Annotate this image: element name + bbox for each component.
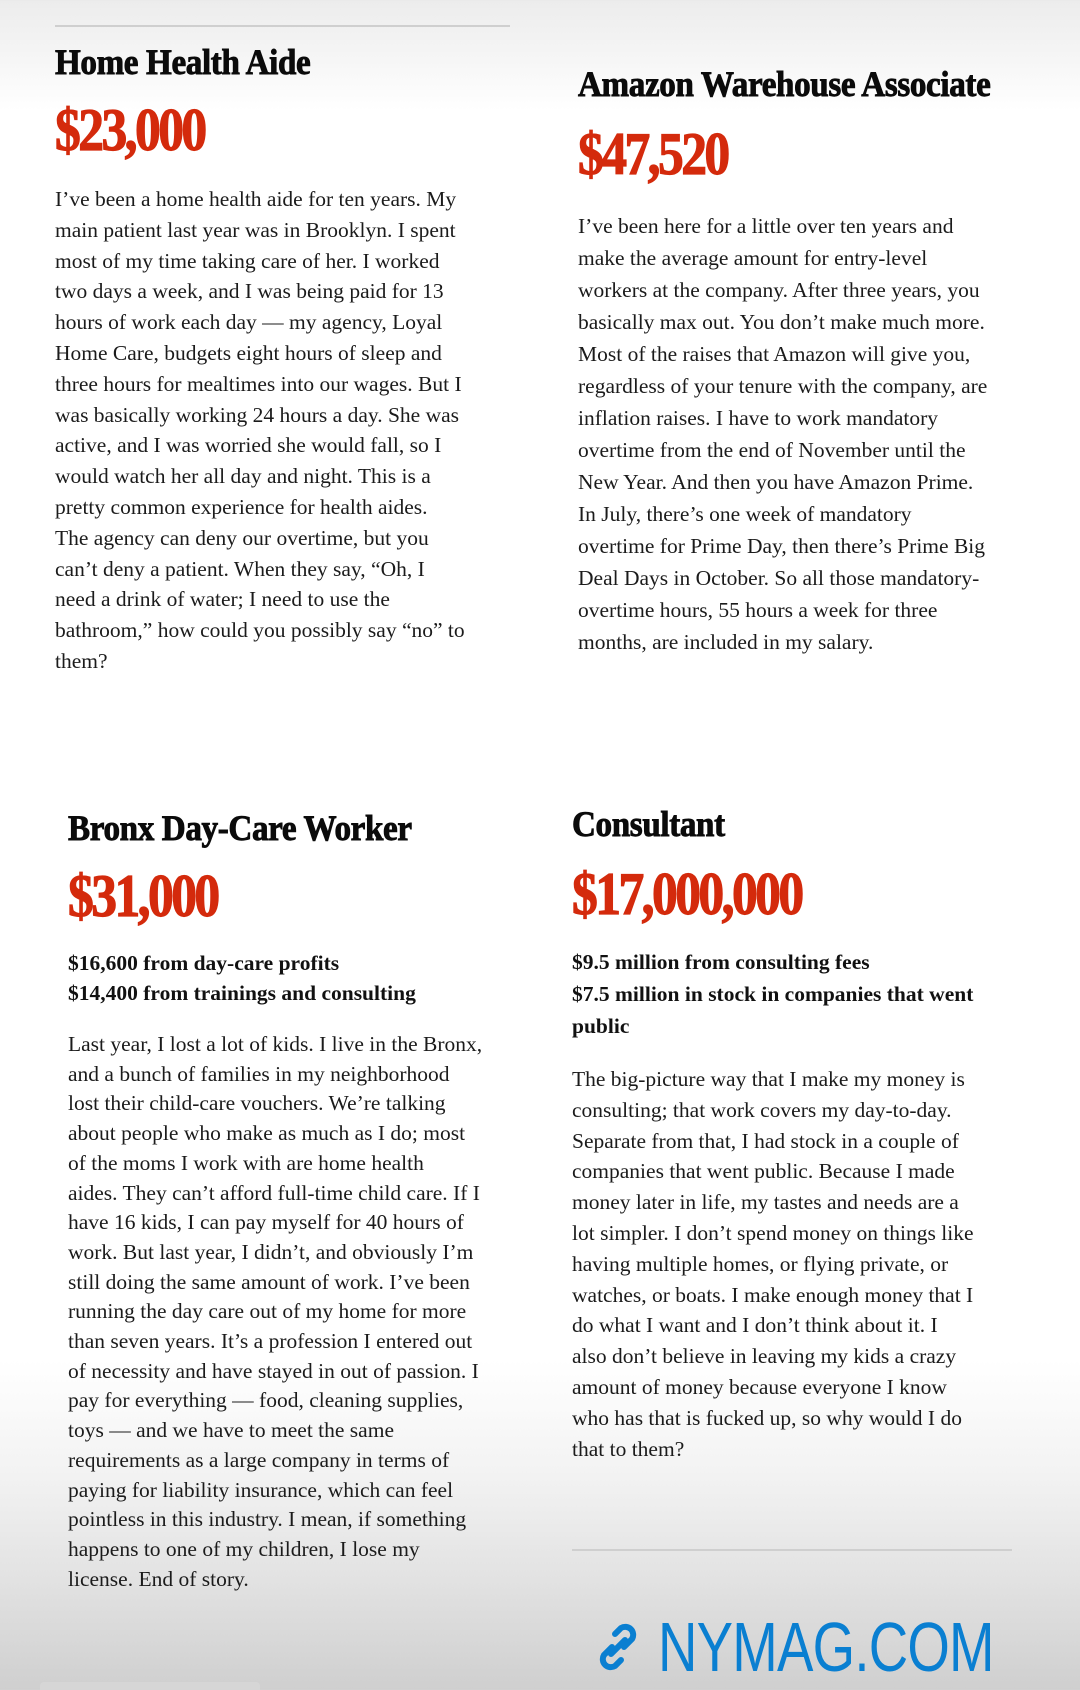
- body-line: happens to one of my children, I lose my: [68, 1536, 420, 1561]
- income-breakdown: [68, 948, 518, 1008]
- body-line: active, and I was worried she would fall, so I: [55, 433, 442, 458]
- income-breakdown: [572, 946, 1012, 1042]
- salary-amount: $23,000: [55, 97, 205, 163]
- body-line: work. But last year, I didn’t, and obviously I’m: [68, 1239, 474, 1264]
- body-line: toys — and we have to meet the same: [68, 1418, 394, 1443]
- body-line: lost their child-care vouchers. We’re talking: [68, 1091, 446, 1116]
- link-icon: [590, 1619, 646, 1675]
- body-line: running the day care out of my home for more: [68, 1299, 467, 1324]
- body-line: companies that went public. Because I made: [572, 1159, 955, 1184]
- top-divider: [55, 25, 510, 27]
- salary-amount: $17,000,000: [572, 861, 802, 927]
- body-line: who has that is fucked up, so why would I do: [572, 1405, 962, 1430]
- body-line: The agency can deny our overtime, but you: [55, 525, 429, 550]
- body-line: Last year, I lost a lot of kids. I live in the Bronx,: [68, 1032, 483, 1056]
- body-line: inflation raises. I have to work mandatory: [578, 406, 939, 430]
- card-home-health-aide: [55, 42, 525, 677]
- card-title: Amazon Warehouse Associate: [578, 64, 991, 104]
- card-title: Home Health Aide: [55, 42, 311, 82]
- breakdown-item: $9.5 million from consulting fees: [572, 950, 870, 974]
- body-line: hours of work each day — my agency, Loyal: [55, 310, 443, 335]
- body-line: paying for liability insurance, which can feel: [68, 1477, 454, 1502]
- card-amazon-warehouse-associate: [578, 64, 1058, 658]
- body-line: do what I want and I don’t think about it. I: [572, 1313, 938, 1338]
- body-line: months, are included in my salary.: [578, 630, 874, 654]
- card-body: [55, 184, 525, 677]
- body-line: about people who make as much as I do; most: [68, 1121, 466, 1146]
- breakdown-item: $14,400 from trainings and consulting: [68, 981, 416, 1005]
- body-line: In July, there’s one week of mandatory: [578, 502, 912, 526]
- body-line: was basically working 24 hours a day. She was: [55, 402, 460, 427]
- body-line: I’ve been here for a little over ten years and: [578, 214, 954, 238]
- body-line: overtime from the end of November until the: [578, 438, 966, 462]
- card-body: [572, 1064, 1032, 1464]
- body-line: lot simpler. I don’t spend money on things like: [572, 1220, 974, 1245]
- body-line: make the average amount for entry-level: [578, 246, 928, 270]
- body-line: watches, or boats. I make enough money that I: [572, 1282, 974, 1307]
- source-label: NYMAG.COM: [658, 1608, 994, 1686]
- body-line: I’ve been a home health aide for ten years. My: [55, 187, 457, 211]
- salary-amount: $47,520: [578, 121, 728, 187]
- body-line: than seven years. It’s a profession I entered out: [68, 1329, 473, 1354]
- body-line: overtime for Prime Day, then there’s Prime Big: [578, 534, 986, 558]
- body-line: amount of money because everyone I know: [572, 1374, 947, 1399]
- body-line: Most of the raises that Amazon will give you,: [578, 342, 971, 366]
- card-body: [68, 1030, 518, 1594]
- body-line: money later in life, my tastes and needs are a: [572, 1190, 959, 1215]
- body-line: overtime hours, 55 hours a week for three: [578, 598, 938, 622]
- card-consultant: [572, 804, 1032, 1464]
- card-title: Consultant: [572, 804, 725, 844]
- body-line: consulting; that work covers my day-to-day.: [572, 1097, 952, 1122]
- body-line: Separate from that, I had stock in a couple of: [572, 1128, 959, 1153]
- body-line: two days a week, and I was being paid for 13: [55, 279, 444, 304]
- body-line: main patient last year was in Brooklyn. I spent: [55, 217, 456, 242]
- body-line: also don’t believe in leaving my kids a crazy: [572, 1344, 957, 1369]
- card-title: Bronx Day-Care Worker: [68, 808, 412, 848]
- body-line: having multiple homes, or flying private, or: [572, 1251, 949, 1276]
- salary-amount: $31,000: [68, 863, 218, 929]
- breakdown-item: $7.5 million in stock in companies that went public: [572, 982, 974, 1038]
- nymag-source-link[interactable]: [590, 1608, 1080, 1686]
- body-line: New Year. And then you have Amazon Prime.: [578, 470, 974, 494]
- card-bronx-day-care-worker: [68, 808, 518, 1594]
- body-line: regardless of your tenure with the company, are: [578, 374, 988, 398]
- body-line: The big-picture way that I make my money is: [572, 1067, 965, 1091]
- bottom-divider: [572, 1549, 1012, 1551]
- body-line: pay for everything — food, cleaning supplies,: [68, 1388, 464, 1413]
- body-line: license. End of story.: [68, 1566, 249, 1591]
- body-line: and a bunch of families in my neighborhood: [68, 1061, 450, 1086]
- body-line: Home Care, budgets eight hours of sleep and: [55, 340, 442, 365]
- body-line: basically max out. You don’t make much more.: [578, 310, 985, 334]
- body-line: three hours for mealtimes into our wages. But I: [55, 371, 462, 396]
- cropped-element: [40, 1682, 260, 1690]
- body-line: can’t deny a patient. When they say, “Oh, I: [55, 556, 425, 581]
- body-line: have 16 kids, I can pay myself for 40 hours of: [68, 1210, 464, 1235]
- body-line: of the moms I work with are home health: [68, 1150, 424, 1175]
- body-line: pointless in this industry. I mean, if something: [68, 1507, 467, 1532]
- body-line: pretty common experience for health aides.: [55, 494, 428, 519]
- card-body: [578, 210, 1058, 658]
- body-line: of necessity and have stayed in out of passion. I: [68, 1358, 479, 1383]
- body-line: most of my time taking care of her. I worked: [55, 248, 440, 273]
- body-line: need a drink of water; I need to use the: [55, 587, 390, 612]
- body-line: them?: [55, 648, 108, 673]
- body-line: still doing the same amount of work. I’ve been: [68, 1269, 470, 1294]
- body-line: requirements as a large company in terms of: [68, 1447, 450, 1472]
- body-line: bathroom,” how could you possibly say “no” to: [55, 618, 465, 643]
- body-line: would watch her all day and night. This is a: [55, 464, 431, 489]
- body-line: that to them?: [572, 1436, 685, 1461]
- body-line: workers at the company. After three years, you: [578, 278, 980, 302]
- body-line: aides. They can’t afford full-time child care. If I: [68, 1180, 480, 1205]
- body-line: Deal Days in October. So all those mandatory-: [578, 566, 980, 590]
- breakdown-item: $16,600 from day-care profits: [68, 951, 340, 975]
